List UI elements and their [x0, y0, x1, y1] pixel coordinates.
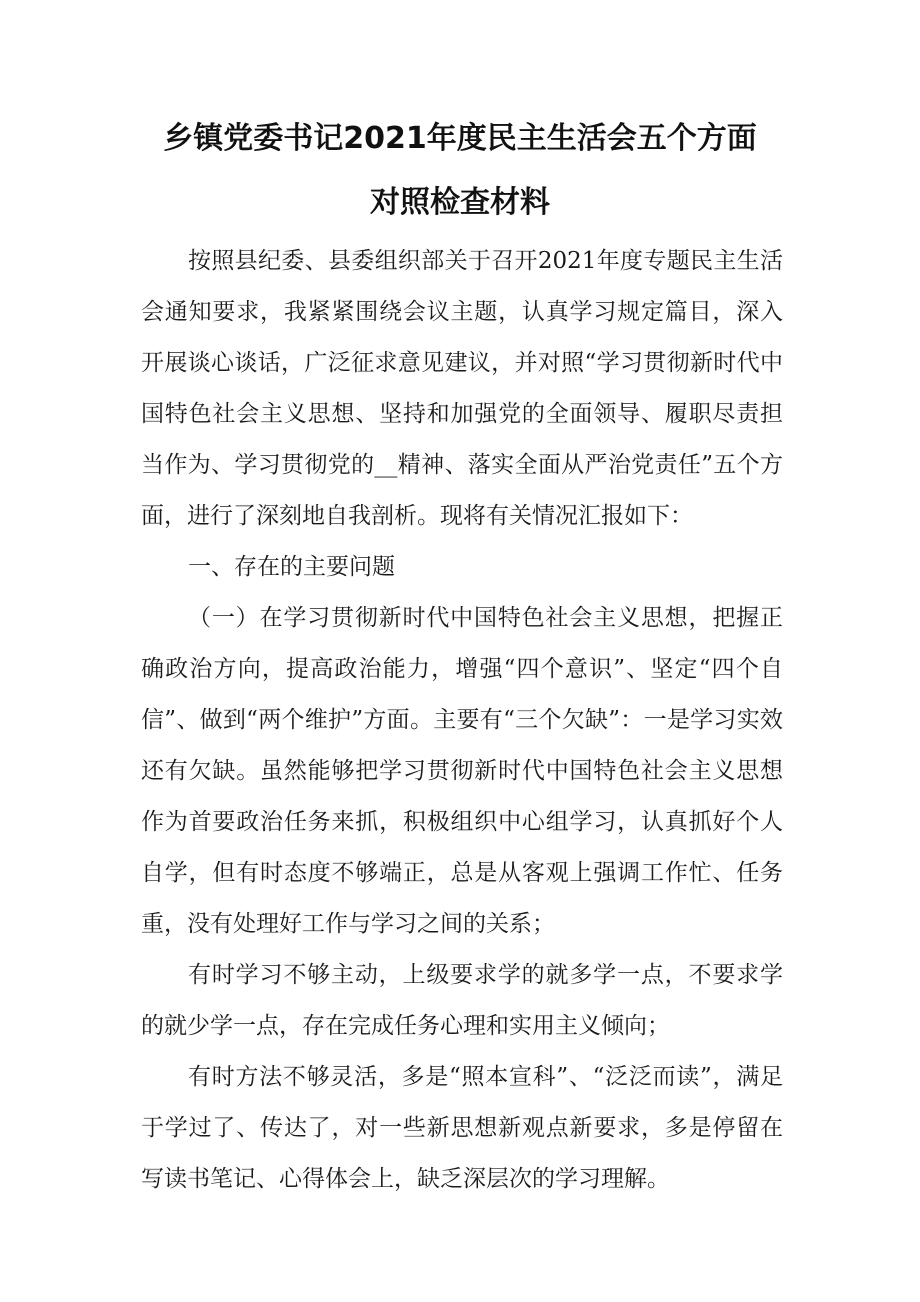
paragraph-intro: 按照县纪委、县委组织部关于召开2021年度专题民主生活会通知要求，我紧紧围绕会议主题，认真学习规定篇目，深入开展谈心谈话，广泛征求意见建议，并对照“学习贯彻新时代中国特色社会主义思想、坚持和加强党的全面领导、履职尽责担当作为、学习贯彻党的__精神、落实全面从严治党责任”五个方面，进行了深刻地自我剖析。现将有关情况汇报如下： — [141, 248, 783, 529]
paragraph-study-initiative: 有时学习不够主动，上级要求学的就多学一点，不要求学的就少学一点，存在完成任务心理和实用主义倾向； — [141, 962, 783, 1039]
document-title-line-1: 乡镇党委书记2021年度民主生活会五个方面 — [163, 121, 757, 156]
document-title-line-2: 对照检查材料 — [370, 185, 550, 220]
paragraph-section-1: （一）在学习贯彻新时代中国特色社会主义思想，把握正确政治方向，提高政治能力，增强“四个意识”、坚定“四个自信”、做到“两个维护”方面。主要有“三个欠缺”：一是学习实效还有欠缺。虽然能够把学习贯彻新时代中国特色社会主义思想作为首要政治任务来抓，积极组织中心组学习，认真抓好个人自学，但有时态度不够端正，总是从客观上强调工作忙、任务重，没有处理好工作与学习之间的关系； — [141, 605, 783, 937]
paragraph-study-method: 有时方法不够灵活，多是“照本宣科”、“泛泛而读”，满足于学过了、传达了，对一些新思想新观点新要求，多是停留在写读书笔记、心得体会上，缺乏深层次的学习理解。 — [141, 1064, 783, 1192]
document-body — [141, 236, 783, 1205]
section-heading: 一、存在的主要问题 — [188, 554, 395, 580]
